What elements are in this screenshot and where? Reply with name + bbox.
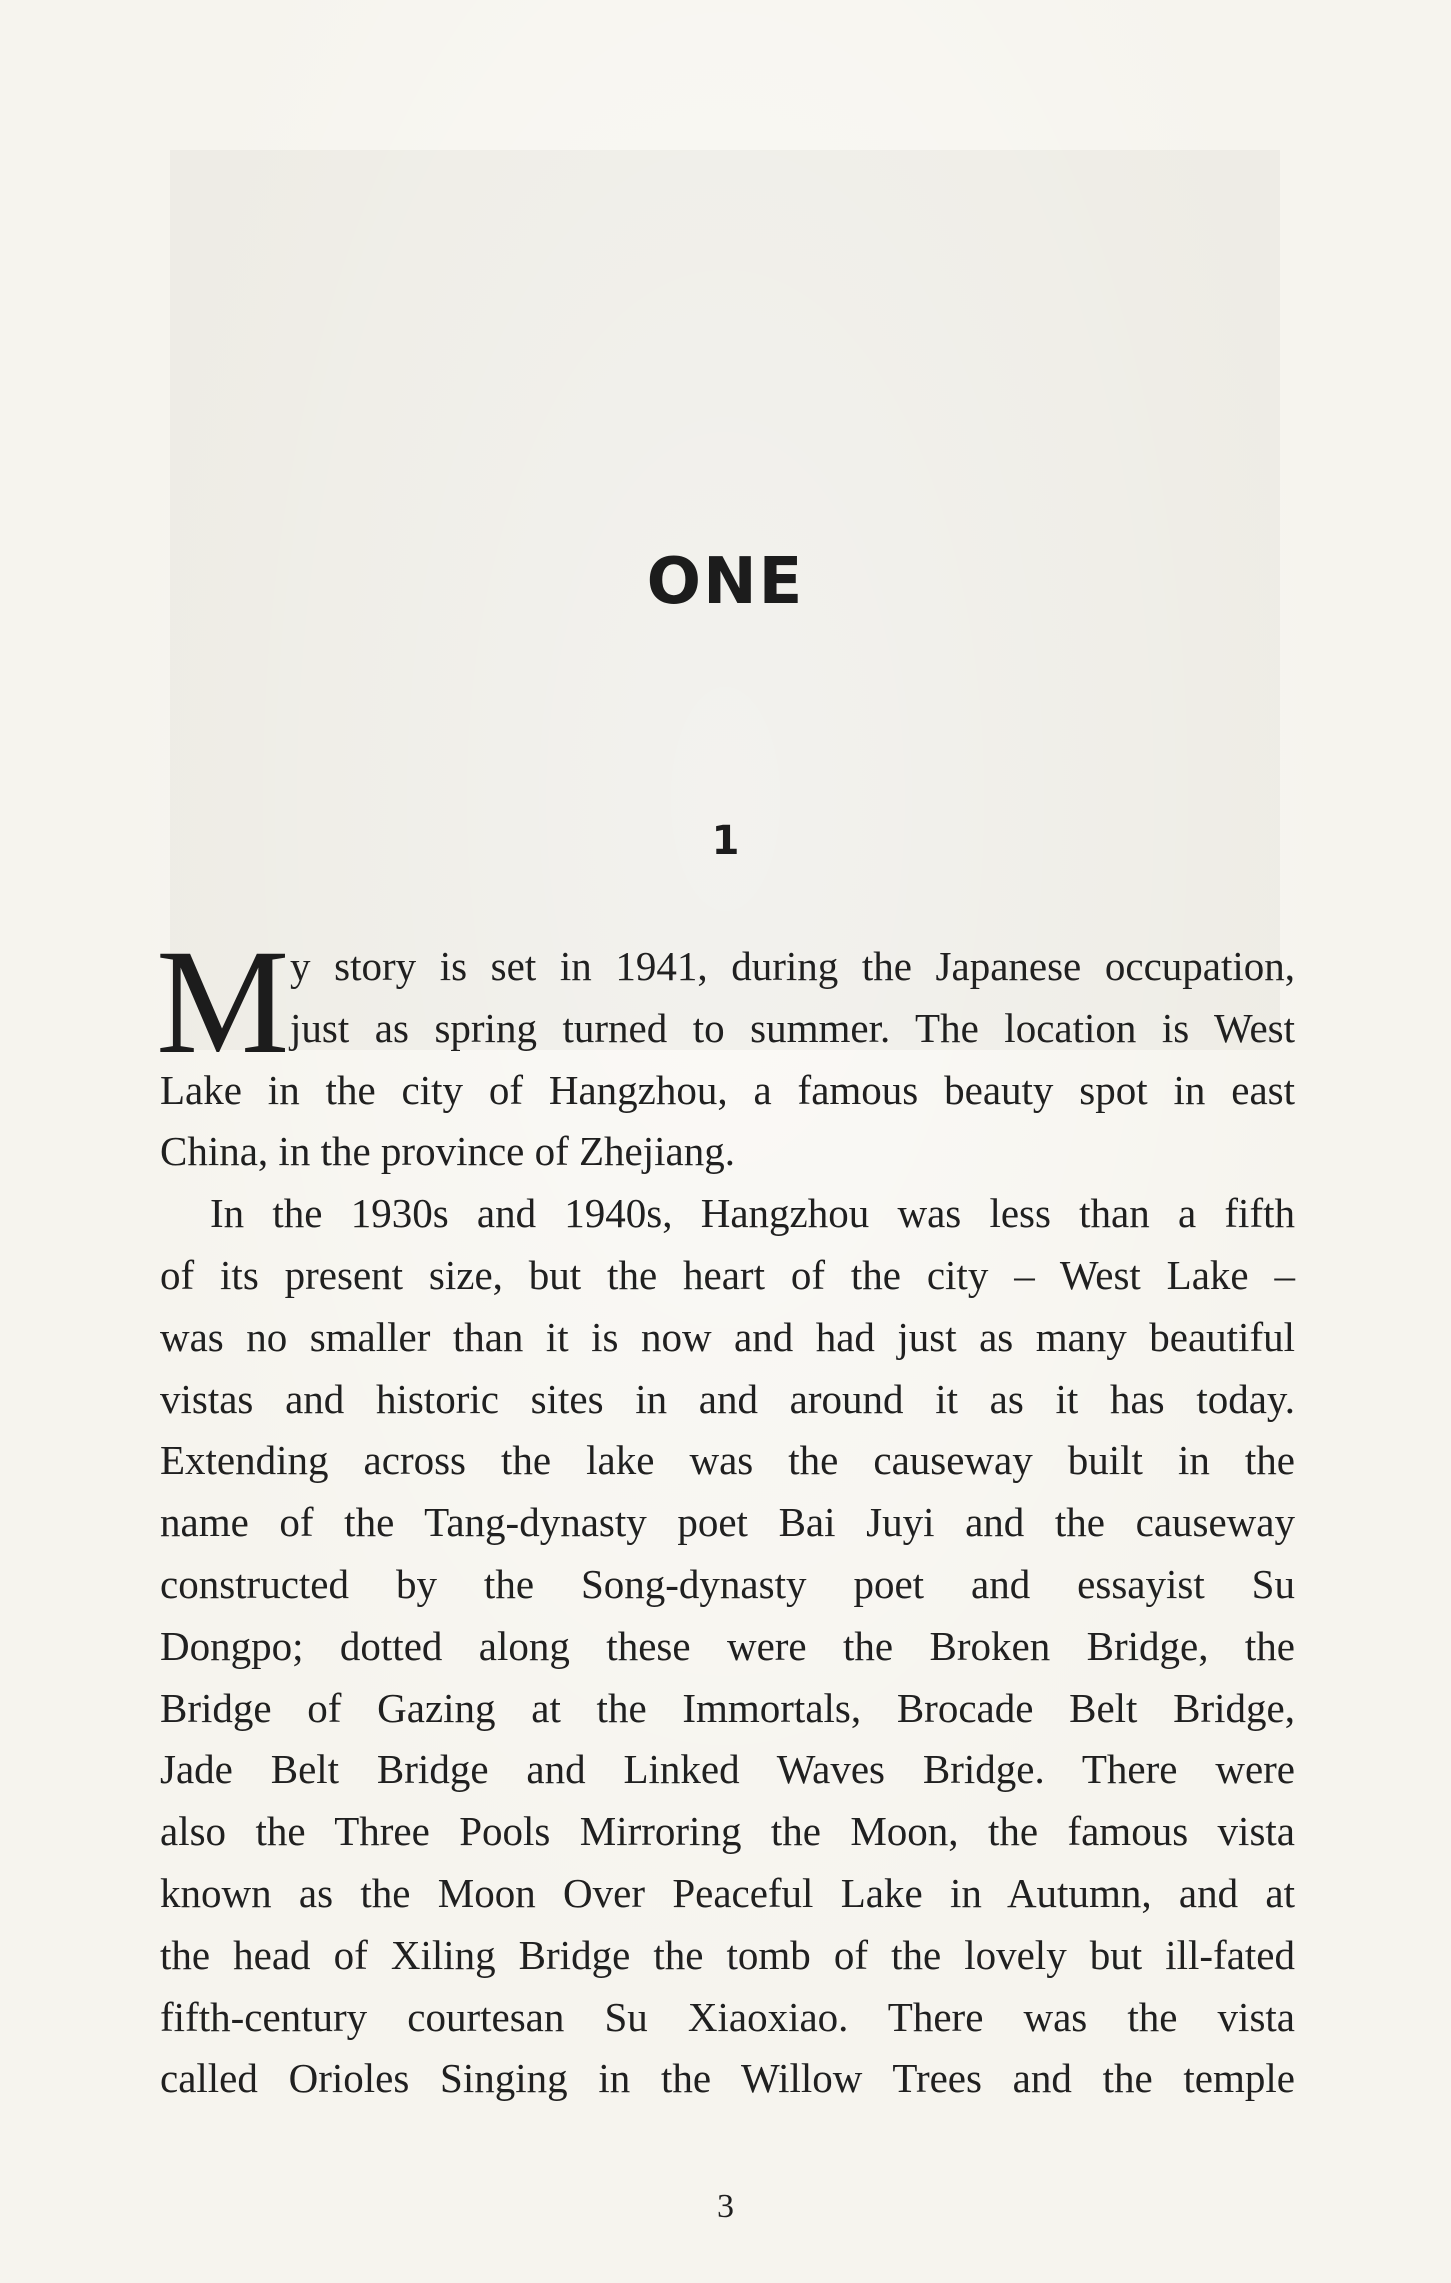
text-line: just as spring turned to summer. The location is West <box>290 1004 1295 1051</box>
text-line: In the 1930s and 1940s, Hangzhou was less than a fifth <box>210 1190 1295 1237</box>
text-line: constructed by the Song-dynasty poet and essayist Su <box>160 1560 1295 1607</box>
text-line: vistas and historic sites in and around it as it has today. <box>160 1375 1295 1422</box>
text-line: Bridge of Gazing at the Immortals, Brocade Belt Bridge, <box>160 1684 1295 1731</box>
paragraph-1 <box>156 919 1295 1183</box>
text-line: Dongpo; dotted along these were the Broken Bridge, the <box>160 1622 1295 1669</box>
section-number: 1 <box>711 818 740 864</box>
drop-cap: M <box>156 919 290 1085</box>
text-line: Extending across the lake was the causeway built in the <box>160 1437 1295 1484</box>
text-line: y story is set in 1941, during the Japanese occupation, <box>290 943 1295 989</box>
body-text <box>156 919 1295 2110</box>
text-line: the head of Xiling Bridge the tomb of the lovely but ill-fated <box>160 1931 1295 1978</box>
text-line: also the Three Pools Mirroring the Moon, the famous vista <box>160 1808 1295 1855</box>
chapter-title: ONE <box>646 545 805 619</box>
text-line: of its present size, but the heart of the city – West Lake – <box>160 1251 1295 1298</box>
text-line: fifth-century courtesan Su Xiaoxiao. There was the vista <box>160 1993 1295 2040</box>
text-line: was no smaller than it is now and had just as many beautiful <box>160 1313 1295 1360</box>
text-line: Lake in the city of Hangzhou, a famous beauty spot in east <box>160 1066 1295 1113</box>
page-number: 3 <box>717 2188 734 2225</box>
text-line: name of the Tang-dynasty poet Bai Juyi and the causeway <box>160 1499 1295 1546</box>
paragraph-2 <box>160 1183 1295 2110</box>
text-line: Jade Belt Bridge and Linked Waves Bridge. There were <box>160 1746 1295 1793</box>
text-line: China, in the province of Zhejiang. <box>160 1128 735 1175</box>
text-line: called Orioles Singing in the Willow Trees and the temple <box>160 2055 1295 2102</box>
text-line: known as the Moon Over Peaceful Lake in Autumn, and at <box>160 1869 1295 1916</box>
